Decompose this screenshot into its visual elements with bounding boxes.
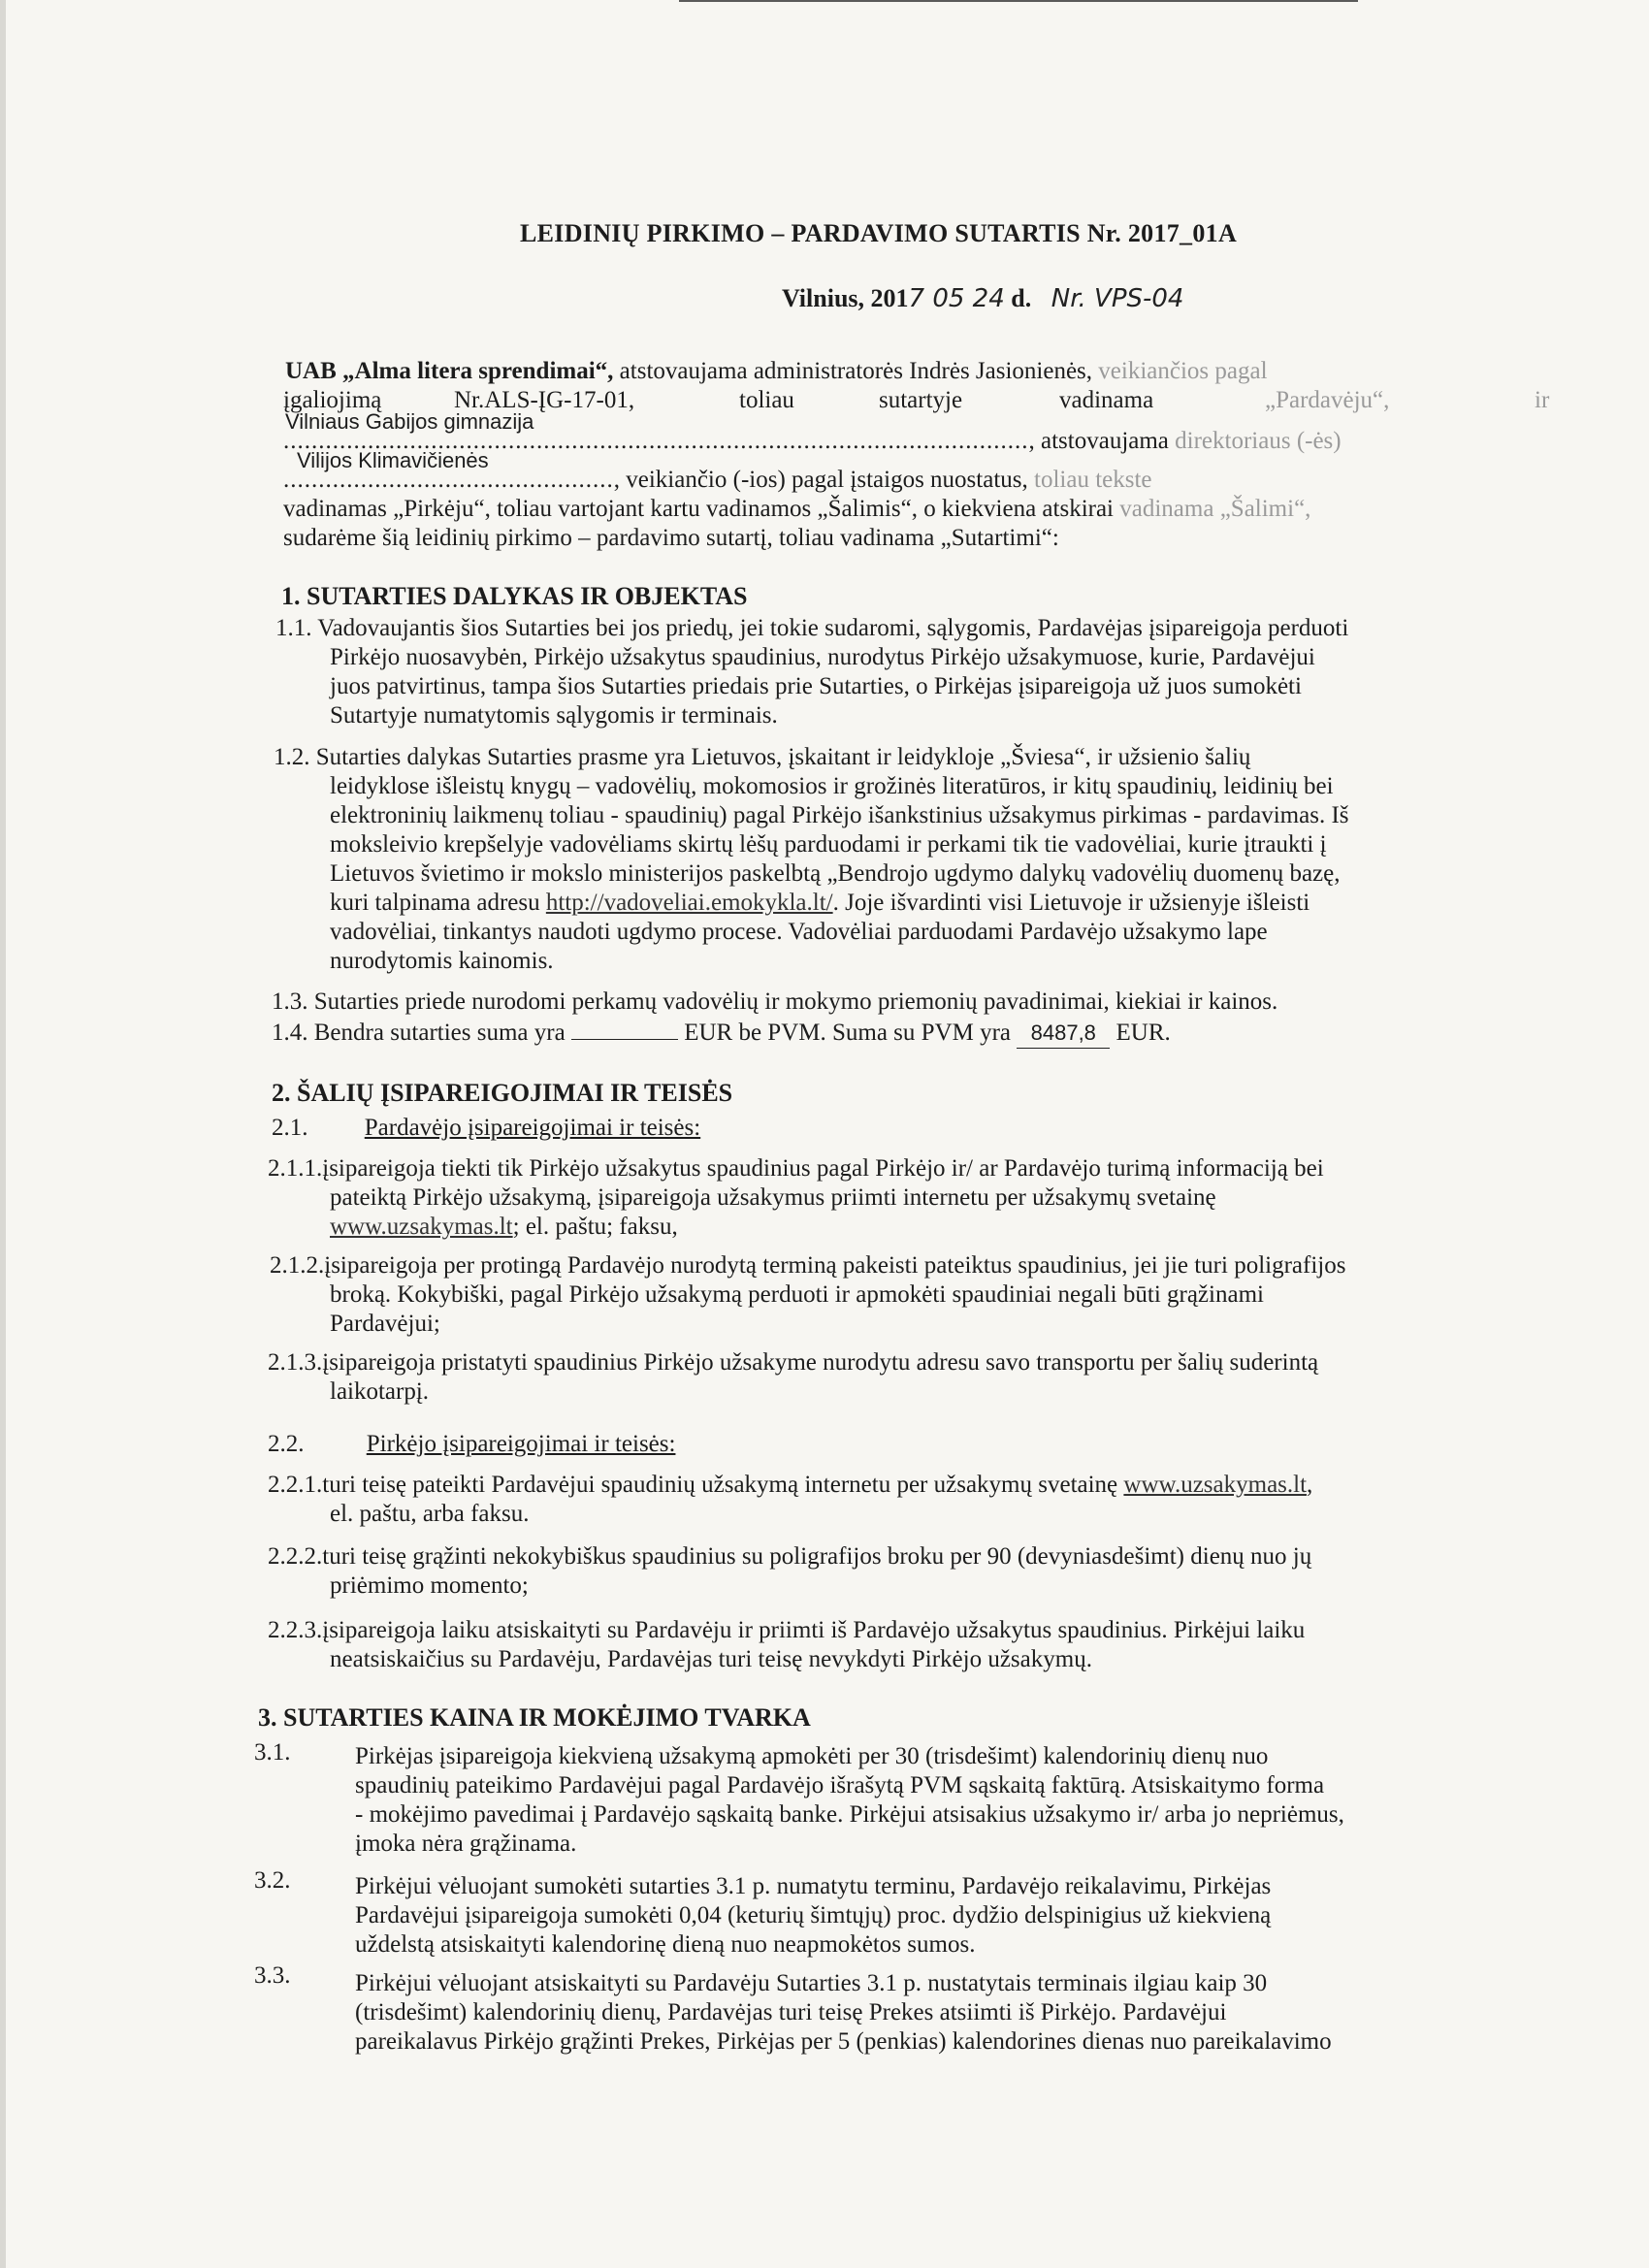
filled-director: Vilijos Klimavičienės: [297, 448, 489, 472]
clause-3-1-line: Pirkėjas įsipareigoja kiekvieną užsakymą apmokėti per 30 (trisdešimt) kalendorinių dienų nuo: [355, 1743, 1269, 1769]
filled-organization: Vilniaus Gabijos gimnazija: [285, 409, 534, 434]
clause-2-1-1-line: www.uzsakymas.lt; el. paštu; faksu,: [330, 1214, 678, 1240]
clause-2-2-2-line: priėmimo momento;: [330, 1572, 529, 1599]
clause-2-1-2-line: broką. Kokybiški, pagal Pirkėjo užsakymą perduoti ir apmokėti spaudiniai negali būti grąžinami: [330, 1281, 1264, 1308]
clause-3-1-line: įmoka nėra grąžinama.: [355, 1831, 577, 1857]
handwritten-date: 7 05 24: [908, 284, 1005, 313]
clause-2-1-1-line: 2.1.1.įsipareigoja tiekti tik Pirkėjo užsakytus spaudinius pagal Pirkėjo ir/ ar Pardavėjo turimą informaciją bei: [268, 1155, 1324, 1182]
clause-1-1-line: Pirkėjo nuosavybėn, Pirkėjo užsakytus spaudinius, nurodytus Pirkėjo užsakymuose, kurie, Pardavėjui: [330, 644, 1315, 670]
clause-2-1-label: 2.1. Pardavėjo įsipareigojimai ir teisės:: [272, 1115, 701, 1141]
date-line: [782, 284, 1183, 313]
clause-1-1-line: 1.1. Vadovaujantis šios Sutarties bei jos priedų, jei tokie sudaromi, sąlygomis, Pardavėjas įsipareigoja perduoti: [275, 615, 1349, 641]
clause-1-2-line: vadovėliai, tinkantys naudoti ugdymo procese. Vadovėliai parduodami Pardavėjo užsakymo lape: [330, 919, 1268, 945]
clause-1-1-line: Sutartyje numatytomis sąlygomis ir terminais.: [330, 702, 778, 729]
clause-2-1-1-line: pateiktą Pirkėjo užsakymą, įsipareigoja užsakymus priimti internetu per užsakymų svetainę: [330, 1184, 1216, 1211]
intro-line-3: .........................................................................................................., atstovaujama direktoriaus (-ės): [283, 428, 1342, 454]
section-3-heading: 3. SUTARTIES KAINA IR MOKĖJIMO TVARKA: [258, 1703, 811, 1732]
clause-1-2-line: nurodytomis kainomis.: [330, 948, 554, 974]
clause-1-2-line: 1.2. Sutarties dalykas Sutarties prasme yra Lietuvos, įskaitant ir leidykloje „Šviesa“, ir užsienio šalių: [274, 744, 1251, 770]
clause-1-3: 1.3. Sutarties priede nurodomi perkamų vadovėlių ir mokymo priemonių pavadinimai, kiekiai ir kainos.: [272, 988, 1278, 1015]
intro-line-6: sudarėme šią leidinių pirkimo – pardavimo sutartį, toliau vadinama „Sutartimi“:: [283, 525, 1059, 551]
date-suffix: d.: [1011, 284, 1032, 312]
clause-2-2-label: 2.2. Pirkėjo įsipareigojimai ir teisės:: [268, 1431, 676, 1457]
clause-3-1-line: - mokėjimo pavedimai į Pardavėjo sąskaitą banke. Pirkėjui atsisakius užsakymo ir/ arba jo nepriėmus,: [355, 1801, 1344, 1828]
scan-edge: [0, 0, 6, 2268]
clause-3-3-line: Pirkėjui vėluojant atsiskaityti su Pardavėju Sutarties 3.1 p. nustatytais terminais ilgiau kaip 30: [355, 1970, 1268, 1996]
document-title: LEIDINIŲ PIRKIMO – PARDAVIMO SUTARTIS Nr. 2017_01A: [520, 219, 1238, 247]
clause-3-3-line: (trisdešimt) kalendorinių dienų, Pardavėjas turi teisę Prekes atsiimti iš Pirkėjo. Pardavėjui: [355, 1999, 1227, 2025]
clause-2-1-2-line: Pardavėjui;: [330, 1311, 440, 1337]
intro-line-5: vadinamas „Pirkėju“, toliau vartojant kartu vadinamos „Šalimis“, o kiekviena atskirai vadinama „Šalimi“,: [283, 496, 1311, 522]
emokykla-link[interactable]: http://vadoveliai.emokykla.lt/: [545, 890, 833, 916]
clause-1-1-line: juos patvirtinus, tampa šios Sutarties priedais prie Sutarties, o Pirkėjas įsipareigoja už juos sumokėti: [330, 673, 1302, 699]
clause-2-2-1-line: el. paštu, arba faksu.: [330, 1501, 530, 1527]
clause-3-2-line: Pardavėjui įsipareigoja sumokėti 0,04 (keturių šimtųjų) proc. dydžio delspinigius už kiekvieną: [355, 1902, 1272, 1928]
date-city: Vilnius, 201: [782, 284, 909, 312]
clause-2-2-1-line: 2.2.1.turi teisę pateikti Pardavėjui spaudinių užsakymą internetu per užsakymų svetainę www.uzsakymas.lt,: [268, 1472, 1313, 1498]
intro-line-4: ..............................................., veikiančio (-ios) pagal įstaigos nuostatus, toliau tekste: [283, 467, 1152, 493]
sum-without-vat-blank: [571, 1020, 678, 1040]
clause-1-2-line: elektroninių laikmenų toliau - spaudinių) pagal Pirkėjo išankstinius užsakymus pirkimas - pardavimas. Iš: [330, 802, 1349, 828]
clause-3-1-number: 3.1.: [254, 1739, 291, 1766]
clause-3-3-line: pareikalavus Pirkėjo grąžinti Prekes, Pirkėjas per 5 (penkias) kalendorines dienas nuo pareikalavimo: [355, 2028, 1332, 2055]
clause-1-2-line: moksleivio krepšelyje vadovėliams skirtų lėšų parduodami ir perkami tik tie vadovėliai, kurie įtraukti į: [330, 831, 1327, 858]
uzsakymas-link[interactable]: www.uzsakymas.lt: [1123, 1472, 1308, 1498]
handwritten-number: Nr. VPS-04: [1051, 284, 1184, 313]
clause-1-2-line: Lietuvos švietimo ir mokslo ministerijos paskelbtą „Bendrojo ugdymo dalykų vadovėlių duomenų bazę,: [330, 860, 1341, 887]
clause-3-1-line: spaudinių pateikimo Pardavėjui pagal Pardavėjo išrašytą PVM sąskaitą faktūrą. Atsiskaitymo forma: [355, 1772, 1325, 1798]
clause-3-3-number: 3.3.: [254, 1962, 291, 1989]
clause-3-2-line: uždelstą atsiskaityti kalendorinę dieną nuo neapmokėtos sumos.: [355, 1931, 976, 1958]
clause-2-2-3-line: 2.2.3.įsipareigoja laiku atsiskaityti su Pardavėju ir priimti iš Pardavėjo užsakytus spaudinius. Pirkėjui laiku: [268, 1617, 1306, 1643]
intro-line-1: UAB „Alma litera sprendimai“, atstovaujama administratorės Indrės Jasionienės, veikiančios pagal: [285, 358, 1268, 384]
document-page: LEIDINIŲ PIRKIMO – PARDAVIMO SUTARTIS Nr. 2017_01A Vilnius, 2017 05 24 d. Nr. VPS-04 UAB „Alma litera sprendimai“, atstovaujama administratorės Indrės Jasionienės, veikiančios pagal įgaliojimą Nr.ALS-ĮG-17-01, toliau sutartyje vadinama „Pardavėju“, ir Vilniaus Gabijos gimnazija .........................................................................................................., atstovaujama direktoriaus (-ės) Vilijos Klimavičienės ..............................................., veikiančio (-ios) pagal įstaigos nuostatus, toliau tekste vadinamas „Pirkėju“, toliau vartojant kartu vadinamos „Šalimis“, o kiekviena atskirai vadinama „Šalimi“, sudarėme šią leidinių pirkimo – pardavimo sutartį, toliau vadinama „Sutartimi“: 1. SUTARTIES DALYKAS IR OBJEKTAS 1.1. Vadovaujantis šios Sutarties bei jos priedų, jei tokie sudaromi, sąlygomis, Pardavėjas įsipareigoja perduoti Pirkėjo nuosavybėn, Pirkėjo užsakytus spaudinius, nurodytus Pirkėjo užsakymuose, kurie, Pardavėjui juos patvirtinus, tampa šios Sutarties priedais prie Sutarties, o Pirkėjas įsipareigoja už juos sumokėti Sutartyje numatytomis sąlygomis ir terminais. 1.2. Sutarties dalykas Sutarties prasme yra Lietuvos, įskaitant ir leidykloje „Šviesa“, ir užsienio šalių leidyklose išleistų knygų – vadovėlių, mokomosios ir grožinės literatūros, ir kitų spaudinių, leidinių bei elektroninių laikmenų toliau - spaudinių) pagal Pirkėjo išankstinius užsakymus pirkimas - pardavimas. Iš moksleivio krepšelyje vadovėliams skirtų lėšų parduodami ir perkami tik tie vadovėliai, kurie įtraukti į Lietuvos švietimo ir mokslo ministerijos paskelbtą „Bendrojo ugdymo dalykų vadovėlių duomenų bazę, kuri talpinama adresu http://vadoveliai.emokykla.lt/. Joje išvardinti visi Lietuvoje ir užsienyje išleisti vadovėliai, tinkantys naudoti ugdymo procese. Vadovėliai parduodami Pardavėjo užsakymo lape nurodytomis kainomis. 1.3. Sutarties priede nurodomi perkamų vadovėlių ir mokymo priemonių pavadinimai, kiekiai ir kainos. 1.4. Bendra sutarties suma yra EUR be PVM. Suma su PVM yra 8487,8 EUR. 2. ŠALIŲ ĮSIPAREIGOJIMAI IR TEISĖS 2.1. Pardavėjo įsipareigojimai ir teisės: 2.1.1.įsipareigoja tiekti tik Pirkėjo užsakytus spaudinius pagal Pirkėjo ir/ ar Pardavėjo turimą informaciją bei pateiktą Pirkėjo užsakymą, įsipareigoja užsakymus priimti internetu per užsakymų svetainę www.uzsakymas.lt; el. paštu; faksu, 2.1.2.įsipareigoja per protingą Pardavėjo nurodytą terminą pakeisti pateiktus spaudinius, jei jie turi poligrafijos broką. Kokybiški, pagal Pirkėjo užsakymą perduoti ir apmokėti spaudiniai negali būti grąžinami Pardavėjui; 2.1.3.įsipareigoja pristatyti spaudinius Pirkėjo užsakyme nurodytu adresu savo transportu per šalių suderintą laikotarpį. 2.2. Pirkėjo įsipareigojimai ir teisės: 2.2.1.turi teisę pateikti Pardavėjui spaudinių užsakymą internetu per užsakymų svetainę www.uzsakymas.lt, el. paštu, arba faksu. 2.2.2.turi teisę grąžinti nekokybiškus spaudinius su poligrafijos broku per 90 (devyniasdešimt) dienų nuo jų priėmimo momento; 2.2.3.įsipareigoja laiku atsiskaityti su Pardavėju ir priimti iš Pardavėjo užsakytus spaudinius. Pirkėjui laiku neatsiskaičius su Pardavėju, Pardavėjas turi teisę nevykdyti Pirkėjo užsakymų. 3. SUTARTIES KAINA IR MOKĖJIMO TVARKA 3.1. Pirkėjas įsipareigoja kiekvieną užsakymą apmokėti per 30 (trisdešimt) kalendorinių dienų nuo spaudinių pateikimo Pardavėjui pagal Pardavėjo išrašytą PVM sąskaitą faktūrą. Atsiskaitymo forma - mokėjimo pavedimai į Pardavėjo sąskaitą banke. Pirkėjui atsisakius užsakymo ir/ arba jo nepriėmus, įmoka nėra grąžinama. 3.2. Pirkėjui vėluojant sumokėti sutarties 3.1 p. numatytu terminu, Pardavėjo reikalavimu, Pirkėjas Pardavėjui įsipareigoja sumokėti 0,04 (keturių šimtųjų) proc. dydžio delspinigius už kiekvieną uždelstą atsiskaityti kalendorinę dieną nuo neapmokėtos sumos. 3.3. Pirkėjui vėluojant atsiskaityti su Pardavėju Sutarties 3.1 p. nustatytais terminais ilgiau kaip 30 (trisdešimt) kalendorinių dienų, Pardavėjas turi teisę Prekes atsiimti iš Pirkėjo. Pardavėjui pareikalavus Pirkėjo grąžinti Prekes, Pirkėjas per 5 (penkias) kalendorines dienas nuo pareikalavimo: [0, 0, 1649, 2268]
section-1-heading: 1. SUTARTIES DALYKAS IR OBJEKTAS: [281, 582, 748, 610]
scan-top-line: [679, 0, 1358, 2]
clause-1-2-line: kuri talpinama adresu http://vadoveliai.emokykla.lt/. Joje išvardinti visi Lietuvoje ir užsienyje išleisti: [330, 890, 1310, 916]
clause-3-2-line: Pirkėjui vėluojant sumokėti sutarties 3.1 p. numatytu terminu, Pardavėjo reikalavimu, Pirkėjas: [355, 1873, 1272, 1899]
clause-2-2-3-line: neatsiskaičius su Pardavėju, Pardavėjas turi teisę nevykdyti Pirkėjo užsakymų.: [330, 1646, 1092, 1672]
sum-with-vat-value: 8487,8: [1017, 1019, 1110, 1049]
section-2-heading: 2. ŠALIŲ ĮSIPAREIGOJIMAI IR TEISĖS: [272, 1079, 733, 1107]
clause-2-2-2-line: 2.2.2.turi teisę grąžinti nekokybiškus spaudinius su poligrafijos broku per 90 (devyniasdešimt) dienų nuo jų: [268, 1543, 1312, 1570]
clause-1-4: 1.4. Bendra sutarties suma yra EUR be PVM. Suma su PVM yra 8487,8 EUR.: [272, 1019, 1171, 1049]
clause-2-1-3-line: laikotarpį.: [330, 1378, 430, 1405]
clause-2-1-2-line: 2.1.2.įsipareigoja per protingą Pardavėjo nurodytą terminą pakeisti pateiktus spaudinius, jei jie turi poligrafijos: [270, 1252, 1346, 1279]
clause-3-2-number: 3.2.: [254, 1867, 291, 1894]
uzsakymas-link[interactable]: www.uzsakymas.lt: [330, 1214, 513, 1240]
clause-1-2-line: leidyklose išleistų knygų – vadovėlių, mokomosios ir grožinės literatūros, ir kitų spaudinių, leidinių bei: [330, 773, 1334, 799]
clause-2-1-3-line: 2.1.3.įsipareigoja pristatyti spaudinius Pirkėjo užsakyme nurodytu adresu savo transportu per šalių suderintą: [268, 1349, 1319, 1376]
